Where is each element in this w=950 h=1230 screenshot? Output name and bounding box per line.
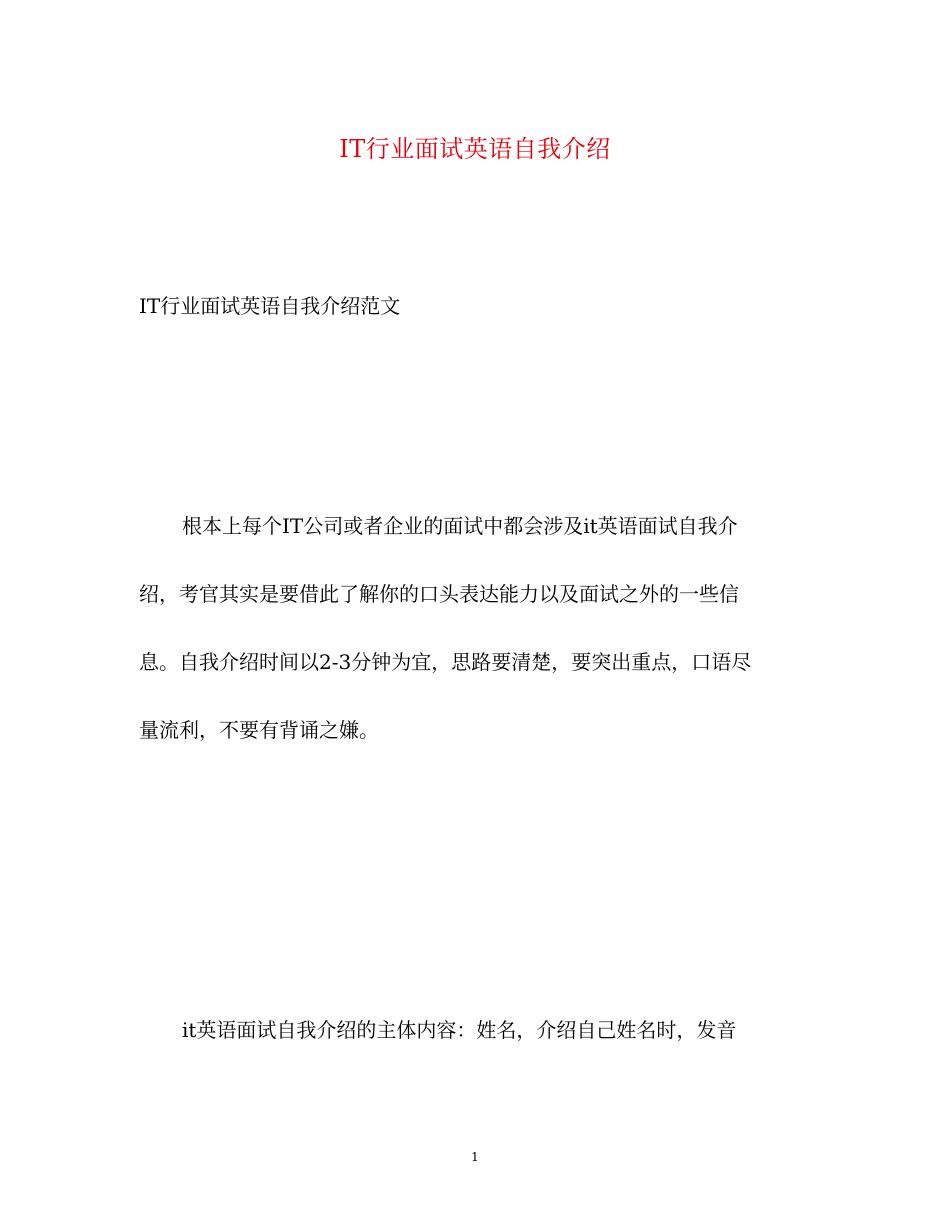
document-title: IT行业面试英语自我介绍 <box>339 135 611 163</box>
paragraph-1-line-2: 绍，考官其实是要借此了解你的口头表达能力以及面试之外的一些信 <box>139 582 739 606</box>
document-subtitle: IT行业面试英语自我介绍范文 <box>139 294 401 318</box>
paragraph-2-line-1: it英语面试自我介绍的主体内容：姓名，介绍自己姓名时，发音 <box>182 1018 737 1042</box>
paragraph-1-line-1: 根本上每个IT公司或者企业的面试中都会涉及it英语面试自我介 <box>182 514 738 538</box>
paragraph-1-line-4: 量流利，不要有背诵之嫌。 <box>139 718 379 742</box>
page-number: 1 <box>471 1150 479 1164</box>
paragraph-1-line-3: 息。自我介绍时间以2-3分钟为宜，思路要清楚，要突出重点，口语尽 <box>139 650 752 674</box>
